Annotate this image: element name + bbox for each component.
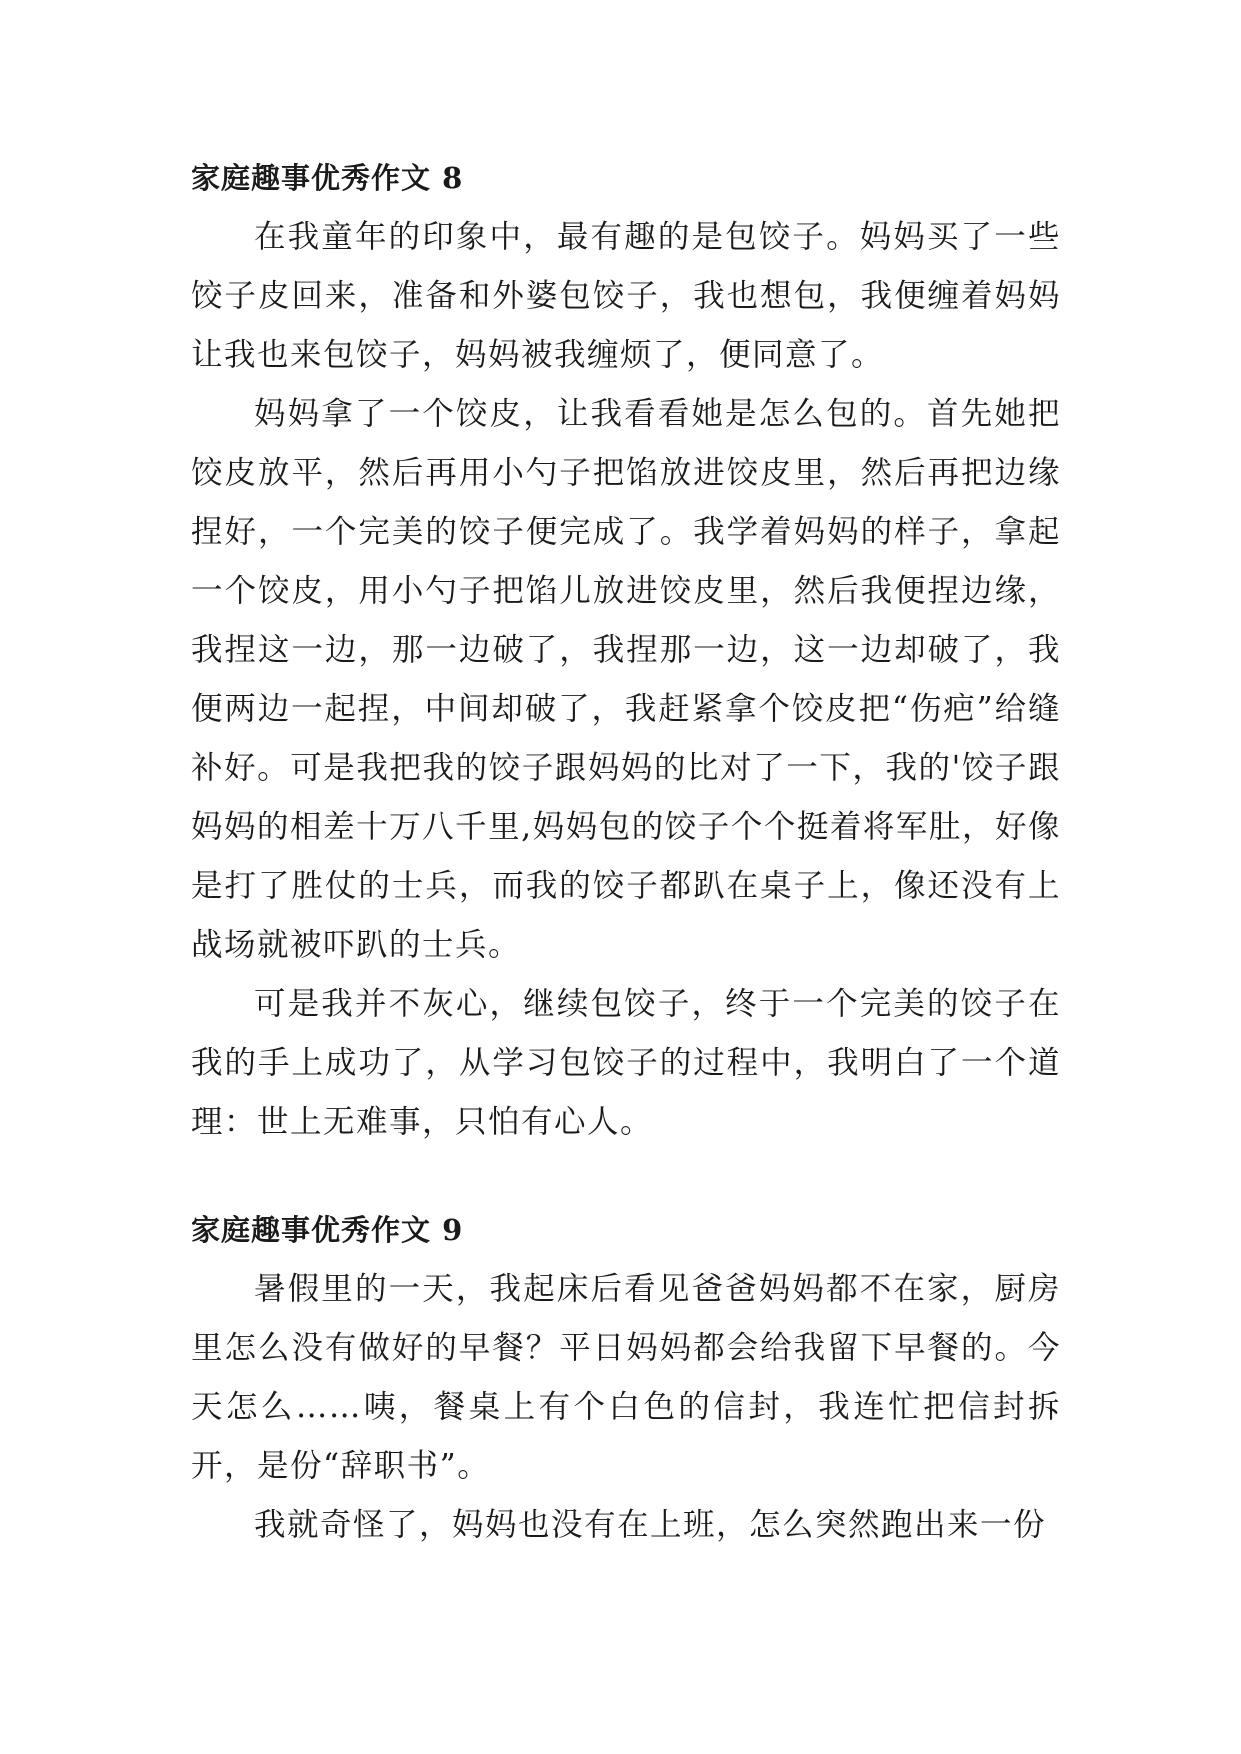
document-page: [191, 158, 1061, 1555]
essay-section-9: [191, 1210, 1061, 1555]
essay-paragraph: 在我童年的印象中，最有趣的是包饺子。妈妈买了一些饺子皮回来，准备和外婆包饺子，我也想包，我便缠着妈妈让我也来包饺子，妈妈被我缠烦了，便同意了。: [191, 219, 1061, 373]
essay-title: 家庭趣事优秀作文 9: [191, 1213, 464, 1247]
essay-section-8: [191, 158, 1061, 1152]
essay-paragraph: 暑假里的一天，我起床后看见爸爸妈妈都不在家，厨房里怎么没有做好的早餐？平日妈妈都会给我留下早餐的。今天怎么……咦，餐桌上有个白色的信封，我连忙把信封拆开，是份“辞职书”。: [191, 1271, 1061, 1484]
essay-paragraph: 我就奇怪了，妈妈也没有在上班，怎么突然跑出来一份: [254, 1507, 1047, 1543]
essay-paragraph: 妈妈拿了一个饺皮，让我看看她是怎么包的。首先她把饺皮放平，然后再用小勺子把馅放进饺皮里，然后再把边缘捏好，一个完美的饺子便完成了。我学着妈妈的样子，拿起一个饺皮，用小勺子把馅儿放进饺皮里，然后我便捏边缘，我捏这一边，那一边破了，我捏那一边，这一边却破了，我便两边一起捏，中间却破了，我赶紧拿个饺皮把“伤疤”给缝补好。可是我把我的饺子跟妈妈的比对了一下，我的'饺子跟妈妈的相差十万八千里,妈妈包的饺子个个挺着将军肚，好像是打了胜仗的士兵，而我的饺子都趴在桌子上，像还没有上战场就被吓趴的士兵。: [191, 396, 1061, 963]
essay-title: 家庭趣事优秀作文 8: [191, 161, 464, 195]
essay-paragraph: 可是我并不灰心，继续包饺子，终于一个完美的饺子在我的手上成功了，从学习包饺子的过程中，我明白了一个道理：世上无难事，只怕有心人。: [191, 986, 1061, 1140]
